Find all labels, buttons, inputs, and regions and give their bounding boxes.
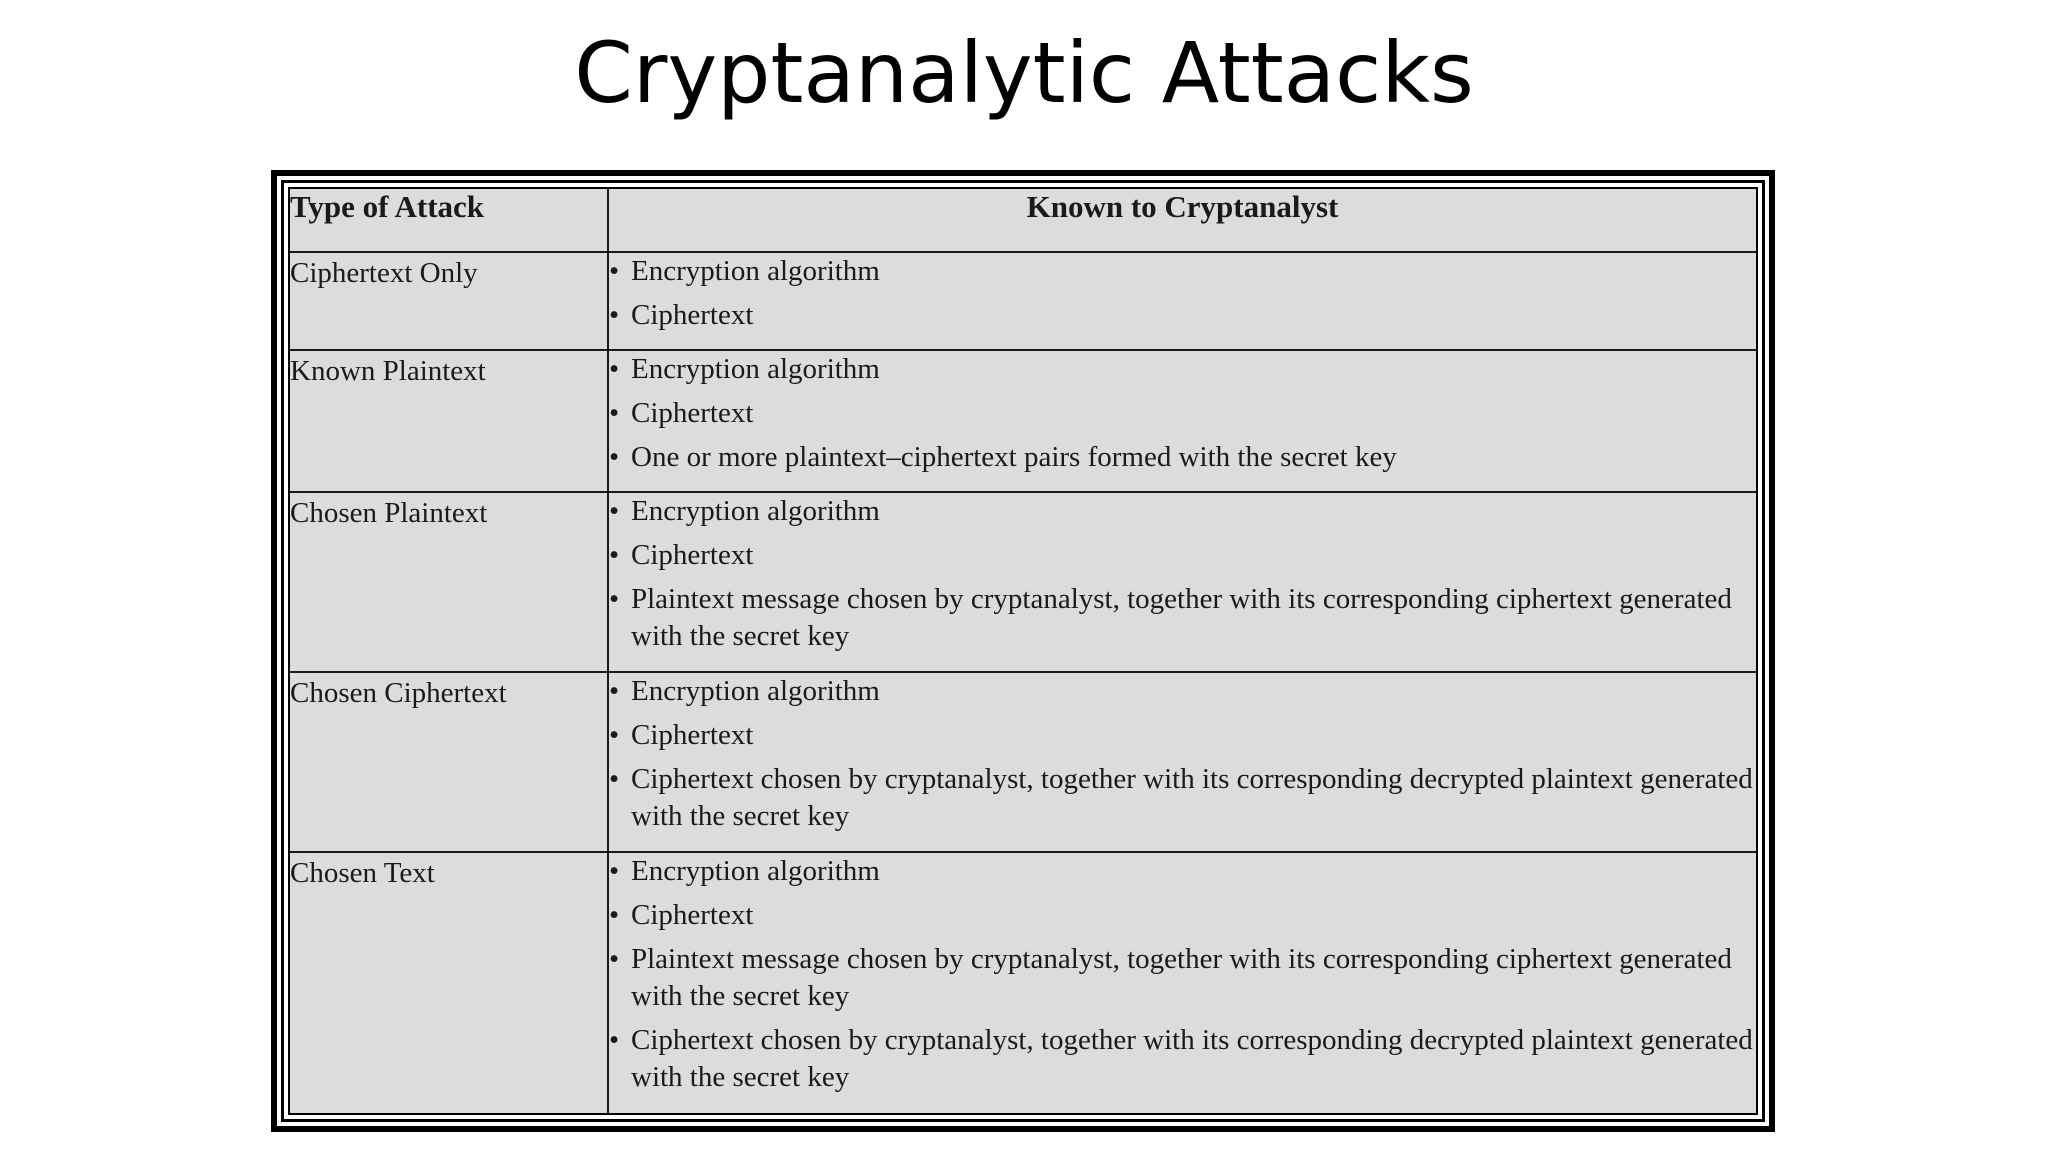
table-row xyxy=(290,252,1756,350)
known-item: • Encryption algorithm xyxy=(609,493,1756,530)
known-items-list xyxy=(609,493,1756,655)
table-row xyxy=(290,350,1756,492)
header-known-to-cryptanalyst: Known to Cryptanalyst xyxy=(608,189,1756,252)
attack-type-cell: Chosen Plaintext xyxy=(290,492,608,672)
known-item: • Ciphertext chosen by cryptanalyst, together with its corresponding decrypted plaintext generated with the secret key xyxy=(609,761,1756,835)
known-item: • Ciphertext xyxy=(609,717,1756,754)
known-items-list xyxy=(609,351,1756,476)
known-items-cell xyxy=(608,252,1756,350)
known-item: • Encryption algorithm xyxy=(609,853,1756,890)
known-items-cell xyxy=(608,350,1756,492)
attack-type-cell: Chosen Text xyxy=(290,852,608,1114)
attack-table-frame xyxy=(271,170,1775,1132)
known-item: • Encryption algorithm xyxy=(609,351,1756,388)
known-item: • Ciphertext xyxy=(609,537,1756,574)
known-items-cell xyxy=(608,852,1756,1114)
known-item: • Ciphertext chosen by cryptanalyst, together with its corresponding decrypted plaintext generated with the secret key xyxy=(609,1022,1756,1096)
attack-table-core xyxy=(288,187,1758,1115)
known-item: • Encryption algorithm xyxy=(609,253,1756,290)
table-row xyxy=(290,492,1756,672)
attack-type-cell: Chosen Ciphertext xyxy=(290,672,608,852)
attack-table-inner-frame xyxy=(281,180,1765,1122)
known-items-list xyxy=(609,853,1756,1096)
table-row xyxy=(290,672,1756,852)
attack-types-table xyxy=(290,189,1756,1114)
known-item: • Plaintext message chosen by cryptanalyst, together with its corresponding ciphertext generated with the secret key xyxy=(609,581,1756,655)
table-row xyxy=(290,852,1756,1114)
attack-type-cell: Known Plaintext xyxy=(290,350,608,492)
known-items-cell xyxy=(608,492,1756,672)
known-item: • One or more plaintext–ciphertext pairs formed with the secret key xyxy=(609,439,1756,476)
known-item: • Encryption algorithm xyxy=(609,673,1756,710)
attack-type-cell: Ciphertext Only xyxy=(290,252,608,350)
slide-title: Cryptanalytic Attacks xyxy=(574,24,1474,122)
known-item: • Ciphertext xyxy=(609,297,1756,334)
known-items-list xyxy=(609,673,1756,835)
known-item: • Plaintext message chosen by cryptanalyst, together with its corresponding ciphertext generated with the secret key xyxy=(609,941,1756,1015)
known-items-cell xyxy=(608,672,1756,852)
header-type-of-attack: Type of Attack xyxy=(290,189,608,252)
known-item: • Ciphertext xyxy=(609,395,1756,432)
known-item: • Ciphertext xyxy=(609,897,1756,934)
known-items-list xyxy=(609,253,1756,334)
table-header-row xyxy=(290,189,1756,252)
